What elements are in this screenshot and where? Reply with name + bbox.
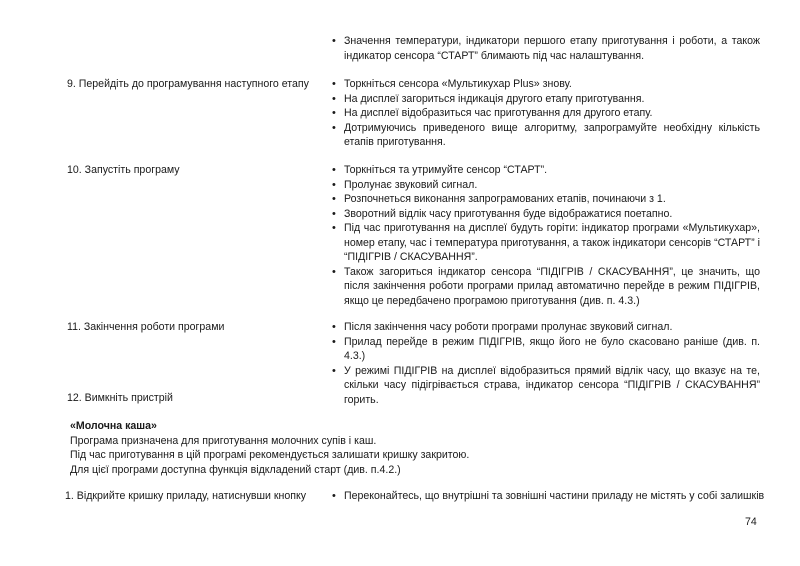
step-label: 12. Вимкніть пристрій <box>67 392 173 404</box>
bullet-list <box>332 34 760 63</box>
list-item: • Розпочнеться виконання запрограмованих етапів, починаючи з 1. <box>332 192 760 207</box>
page-number: 74 <box>745 516 757 528</box>
list-item: • Під час приготування на дисплеї будуть горіти: індикатор програми «Мультикухар», номер етапу, час і температура приготування, а також індикатори сенсорів “СТАРТ” і “ПІДІГРІВ / СКАСУВАННЯ”. <box>332 221 760 265</box>
list-item: • Торкніться сенсора «Мультикухар Plus» знову. <box>332 77 760 92</box>
list-item: • Торкніться та утримуйте сенсор “СТАРТ”. <box>332 163 760 178</box>
step-label: 11. Закінчення роботи програми <box>67 321 225 333</box>
bullet-list <box>332 489 765 504</box>
list-item: • Після закінчення часу роботи програми пролунає звуковий сигнал. <box>332 320 760 335</box>
list-item: • На дисплеї загориться індикація другого етапу приготування. <box>332 92 760 107</box>
list-item: • У режимі ПІДІГРІВ на дисплеї відобразиться прямий відлік часу, що вказує на те, скільки часу підігрівається страва, індикатор сенсора “ПІДІГРІВ / СКАСУВАННЯ” горить. <box>332 364 760 408</box>
list-item: • На дисплеї відобразиться час приготування для другого етапу. <box>332 106 760 121</box>
step-label: 1. Відкрийте кришку приладу, натиснувши кнопку <box>65 490 307 502</box>
bullet-list <box>332 77 760 150</box>
section-line: Під час приготування в цій програмі рекомендується залишати кришку закритою. <box>70 449 470 462</box>
list-item: • Також загориться індикатор сенсора “ПІДІГРІВ / СКАСУВАННЯ”, це значить, що після закінчення роботи програми прилад автоматично перейде в режим ПІДІГРІВ, якщо це передбачено програмою приготування (див. п. 4.3.) <box>332 265 760 309</box>
step-label: 10. Запустіть програму <box>67 164 180 176</box>
section-line: Програма призначена для приготування молочних супів і каш. <box>70 434 377 447</box>
list-item: • Переконайтесь, що внутрішні та зовнішні частини приладу не містять у собі залишків <box>332 489 760 504</box>
step-label: 9. Перейдіть до програмування наступного етапу <box>67 78 309 90</box>
section-line: Для цієї програми доступна функція відкладений старт (див. п.4.2.) <box>70 464 401 477</box>
list-item: • Дотримуючись приведеного вище алгоритму, запрограмуйте необхідну кількість етапів приготування. <box>332 121 760 150</box>
list-item: • Пролунає звуковий сигнал. <box>332 178 760 193</box>
section-heading: «Молочна каша» <box>70 420 157 432</box>
program-section <box>70 419 469 478</box>
bullet-list <box>332 320 760 407</box>
list-item: • Зворотний відлік часу приготування буде відображатися поетапно. <box>332 207 760 222</box>
list-item: • Значення температури, індикатори першого етапу приготування і роботи, а також індикатор сенсора “СТАРТ” блимають під час налаштування. <box>332 34 760 63</box>
bullet-list <box>332 163 760 308</box>
list-item: • Прилад перейде в режим ПІДІГРІВ, якщо його не було скасовано раніше (див. п. 4.3.) <box>332 335 760 364</box>
